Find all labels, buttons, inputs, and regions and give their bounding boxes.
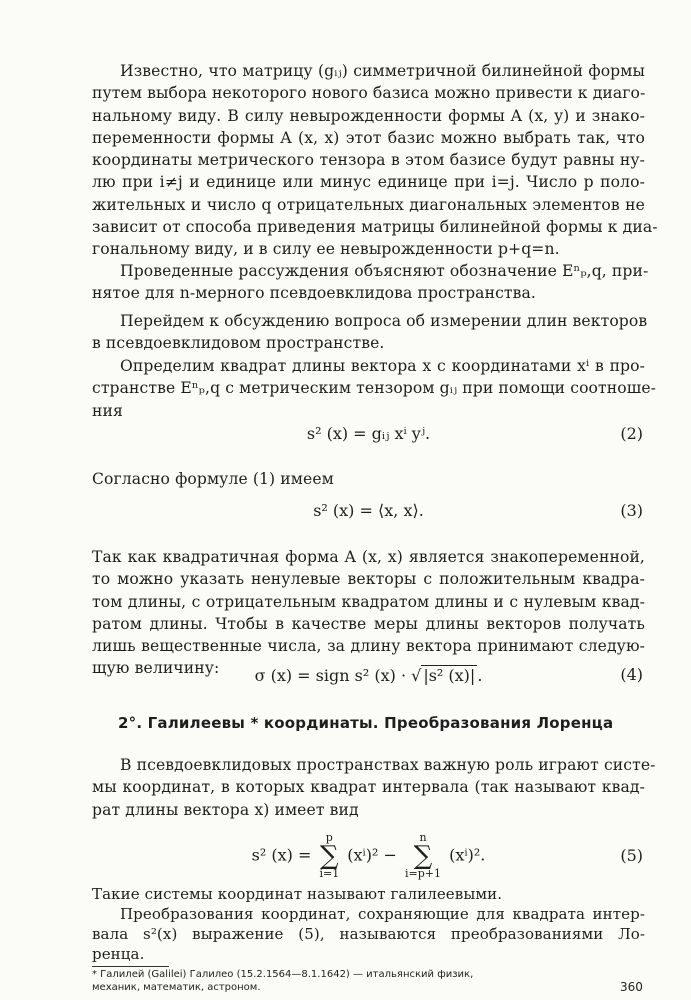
equation-5 — [92, 828, 645, 886]
text-line: Преобразования координат, сохраняющие для квадрата интер- — [120, 905, 645, 923]
section-heading: 2°. Галилеевы * координаты. Преобразования Лоренца — [118, 714, 614, 732]
sigma-icon: ∑ — [320, 841, 339, 871]
text-line: путем выбора некоторого нового базиса можно привести к диаго- — [92, 84, 646, 103]
summation-2-upper: n — [419, 831, 427, 844]
equation-2-number: (2) — [620, 424, 643, 443]
summation-2-lower: i=p+1 — [405, 867, 442, 880]
paragraph-7 — [92, 754, 656, 821]
paragraph-8 — [92, 884, 645, 904]
text-line: вала s²(x) выражение (5), называются преобразованиями Ло- — [92, 925, 645, 943]
paragraph-1 — [92, 60, 658, 261]
paragraph-2 — [92, 260, 649, 305]
page-number: 360 — [620, 980, 643, 994]
equation-4-radicand: |s² (x)| — [423, 666, 476, 685]
text-line: Так как квадратичная форма A (x, x) является знакопеременной, — [92, 548, 645, 566]
equation-5-number: (5) — [620, 846, 643, 865]
summation-1 — [319, 832, 339, 880]
text-line: жительных и число q отрицательных диагональных элементов не — [92, 195, 645, 214]
text-line: Такие системы координат называют галилеевыми. — [92, 885, 503, 903]
paragraph-3 — [92, 310, 648, 355]
text-line: ренца. — [92, 945, 145, 963]
paragraph-4 — [92, 355, 657, 422]
equation-4-body — [92, 665, 645, 685]
paragraph-5 — [92, 468, 645, 490]
text-line: мы координат, в которых квадрат интервала (так называют квад- — [92, 778, 645, 797]
equation-3 — [92, 501, 645, 531]
text-line: Перейдем к обсуждению вопроса об измерении длин векторов — [120, 312, 648, 330]
paragraph-9 — [92, 904, 645, 964]
text-line: рат длины вектора x) имеет вид — [92, 800, 359, 819]
text-line: Известно, что матрицу (gᵢⱼ) симметричной билинейной формы — [120, 62, 645, 80]
equation-2-body: s² (x) = gᵢⱼ xⁱ yʲ. — [306, 424, 431, 443]
text-line: щую величину: — [92, 659, 220, 678]
summation-1-lower: i=1 — [319, 867, 340, 880]
text-line: гональному виду, и в силу ее невырожденности p+q=n. — [92, 240, 560, 259]
equation-3-body: s² (x) = ⟨x, x⟩. — [313, 501, 424, 520]
footnote-line: * Галилей (Galilei) Галилео (15.2.1564—8.1.1642) — итальянский физик, — [92, 969, 474, 980]
text-line: лю при i≠j и единице или минус единице при i=j. Число p поло- — [92, 173, 645, 192]
text-line: том длины, с отрицательным квадратом длины и с нулевым квад- — [92, 592, 645, 611]
equation-5-body — [92, 832, 645, 880]
equation-5-term-2: (xⁱ)². — [449, 845, 486, 865]
equation-5-term-1: (xⁱ)² − — [347, 845, 397, 865]
text-line: координаты метрического тензора в этом базисе будут равны ну- — [92, 151, 645, 170]
text-line: нятое для n-мерного псевдоевклидова пространства. — [92, 284, 536, 303]
text-line: то можно указать ненулевые векторы с положительным квадра- — [92, 570, 645, 589]
summation-2 — [405, 832, 441, 880]
text-line: странстве Eⁿₚ,q с метрическим тензором gᵢⱼ при помощи соотноше- — [92, 379, 657, 398]
text-line: В псевдоевклидовых пространствах важную роль играют систе- — [120, 756, 656, 774]
text-line: Согласно формуле (1) имеем — [92, 470, 334, 488]
paragraph-6 — [92, 546, 645, 680]
equation-4-number: (4) — [620, 665, 643, 684]
equation-5-lhs: s² (x) = — [251, 845, 312, 865]
equation-3-number: (3) — [620, 501, 643, 520]
footnote — [92, 968, 645, 994]
equation-4-left: σ (x) = sign s² (x) · √ — [254, 666, 422, 685]
footnote-line: механик, математик, астроном. — [92, 982, 261, 993]
footnote-rule — [92, 966, 169, 967]
equation-2 — [92, 424, 645, 454]
text-line: Проведенные рассуждения объясняют обозначение Eⁿₚ,q, при- — [120, 262, 649, 280]
equation-4-end: . — [477, 666, 483, 685]
text-line: в псевдоевклидовом пространстве. — [92, 334, 385, 353]
text-line: лишь вещественные числа, за длину вектора принимают следую- — [92, 637, 645, 656]
text-line: нальному виду. В силу невырожденности формы A (x, y) и знако- — [92, 106, 645, 125]
summation-1-upper: p — [325, 831, 333, 844]
text-line: ратом длины. Чтобы в качестве меры длины векторов получать — [92, 614, 645, 633]
text-line: ния — [92, 401, 123, 420]
text-line: переменности формы A (x, x) этот базис можно выбрать так, что — [92, 128, 645, 147]
sigma-icon: ∑ — [413, 841, 433, 871]
equation-4 — [92, 665, 645, 695]
text-line: зависит от способа приведения матрицы билинейной формы к диа- — [92, 218, 658, 237]
text-line: Определим квадрат длины вектора x с координатами xⁱ в про- — [120, 357, 645, 375]
